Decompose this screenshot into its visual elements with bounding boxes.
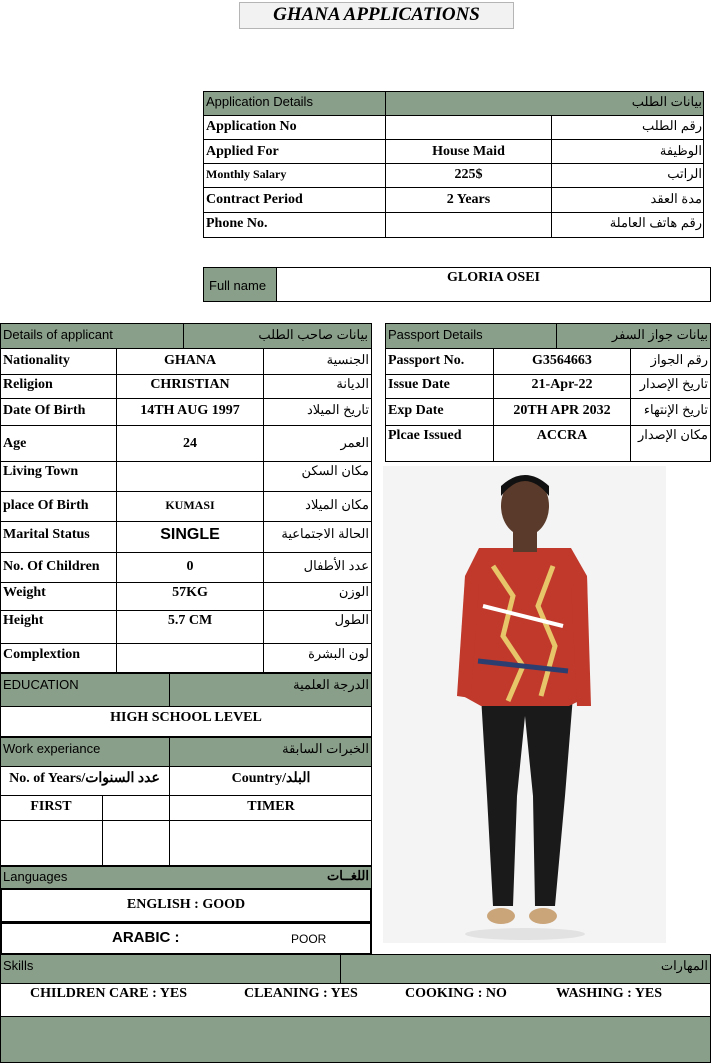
passport-value-exp: 20TH APR 2032 [513,403,611,418]
applicant-label-religion-ar: الديانة [336,376,369,391]
education-header-en: EDUCATION [3,677,79,692]
education-value: HIGH SCHOOL LEVEL [110,710,262,725]
applicant-label-living-town-ar: مكان السكن [301,463,369,478]
passport-label-issue-ar: تاريخ الإصدار [639,376,708,391]
applicant-label-marital: Marital Status [3,527,90,542]
applicant-label-nationality: Nationality [3,353,70,368]
application-label-contract: Contract Period [206,192,303,207]
person-figure [383,466,666,943]
languages-arabic-value: POOR [291,932,327,946]
applicant-label-children: No. Of Children [3,559,100,574]
fullname-label: Full name [209,278,267,293]
applicant-label-weight: Weight [3,585,46,600]
application-label-contract-ar: مدة العقد [650,191,702,206]
page-title: GHANA APPLICATIONS [273,4,480,25]
applicant-label-complexion: Complextion [3,647,80,662]
skill-children-care: CHILDREN CARE : YES [30,986,188,1001]
passport-label-exp-ar: تاريخ الإنتهاء [643,402,708,417]
applicant-label-age: Age [3,436,27,451]
application-value-salary: 225$ [454,167,483,182]
applicant-header-en: Details of applicant [3,327,113,342]
application-label-no: Application No [206,119,297,134]
education-header-ar: الدرجة العلمية [293,677,369,692]
applicant-header-ar: بيانات صاحب الطلب [258,327,368,342]
applicant-label-height: Height [3,613,44,628]
languages-english: ENGLISH : GOOD [126,897,246,912]
application-value-applied: House Maid [432,144,505,159]
applicant-label-height-ar: الطول [334,612,369,627]
work-header-en: Work experiance [3,741,101,756]
passport-header-en: Passport Details [388,327,483,342]
applicant-value-religion: CHRISTIAN [150,377,230,392]
applicant-label-marital-ar: الحالة الاجتماعية [281,526,369,541]
languages-arabic-label: ARABIC : [112,929,180,946]
applicant-value-marital: SINGLE [160,526,220,543]
applicant-label-dob: Date Of Birth [3,403,86,418]
applicant-label-complexion-ar: لون البشرة [308,646,369,661]
application-label-applied: Applied For [206,144,279,159]
fullname-value: GLORIA OSEI [447,270,540,285]
application-label-phone-ar: رقم هاتف العاملة [609,215,702,230]
application-label-applied-ar: الوظيفة [659,143,702,158]
skills-footer-bar [0,1016,711,1063]
application-label-salary-ar: الراتب [667,166,702,181]
applicant-value-height: 5.7 CM [167,613,213,628]
skills-header-ar: المهارات [660,958,708,973]
applicant-label-age-ar: العمر [340,435,369,450]
applicant-value-weight: 57KG [172,585,208,600]
skill-cleaning: CLEANING : YES [244,986,358,1001]
skill-washing: WASHING : YES [556,986,663,1001]
passport-label-place: Plcae Issued [388,428,462,443]
applicant-value-children: 0 [186,559,194,574]
applicant-label-weight-ar: الوزن [338,584,369,599]
applicant-value-birthplace: KUMASI [165,498,215,512]
passport-header-ar: بيانات جواز السفر [611,327,708,342]
work-header-ar: الخبرات السابقة [282,741,369,756]
passport-value-issue: 21-Apr-22 [531,377,593,392]
applicant-label-living-town: Living Town [3,464,79,479]
applicant-label-birthplace: place Of Birth [3,498,89,513]
languages-header-ar: اللغــات [327,868,369,883]
applicant-photo [383,466,666,943]
passport-label-issue: Issue Date [388,377,450,392]
application-label-no-ar: رقم الطلب [641,118,702,133]
passport-label-number-ar: رقم الجواز [650,352,708,367]
passport-label-number: Passport No. [388,353,465,368]
passport-label-exp: Exp Date [388,403,444,418]
skills-header [0,954,711,984]
application-label-salary: Monthly Salary [206,167,287,181]
work-col-country: Country/البلد [231,771,311,786]
work-row-years: FIRST [30,799,72,814]
application-header-ar: بيانات الطلب [631,94,702,109]
application-header-en: Application Details [206,94,313,109]
applicant-label-nationality-ar: الجنسية [326,352,369,367]
applicant-label-dob-ar: تاريخ الميلاد [306,402,369,417]
skill-cooking: COOKING : NO [405,986,507,1001]
applicant-label-birthplace-ar: مكان الميلاد [305,497,369,512]
application-value-contract: 2 Years [446,192,491,207]
passport-label-place-ar: مكان الإصدار [637,427,708,442]
application-label-phone: Phone No. [206,216,268,231]
applicant-value-age: 24 [183,436,197,451]
work-col-years: No. of Years/عدد السنوات [9,771,160,786]
applicant-label-children-ar: عدد الأطفال [303,558,369,573]
skills-header-en: Skills [3,958,34,973]
applicant-value-nationality: GHANA [163,353,217,368]
passport-value-number: G3564663 [532,353,592,368]
passport-value-place: ACCRA [536,428,588,443]
applicant-label-religion: Religion [3,377,53,392]
work-row-country: TIMER [247,799,295,814]
languages-header-en: Languages [3,869,68,884]
applicant-value-dob: 14TH AUG 1997 [140,403,240,418]
